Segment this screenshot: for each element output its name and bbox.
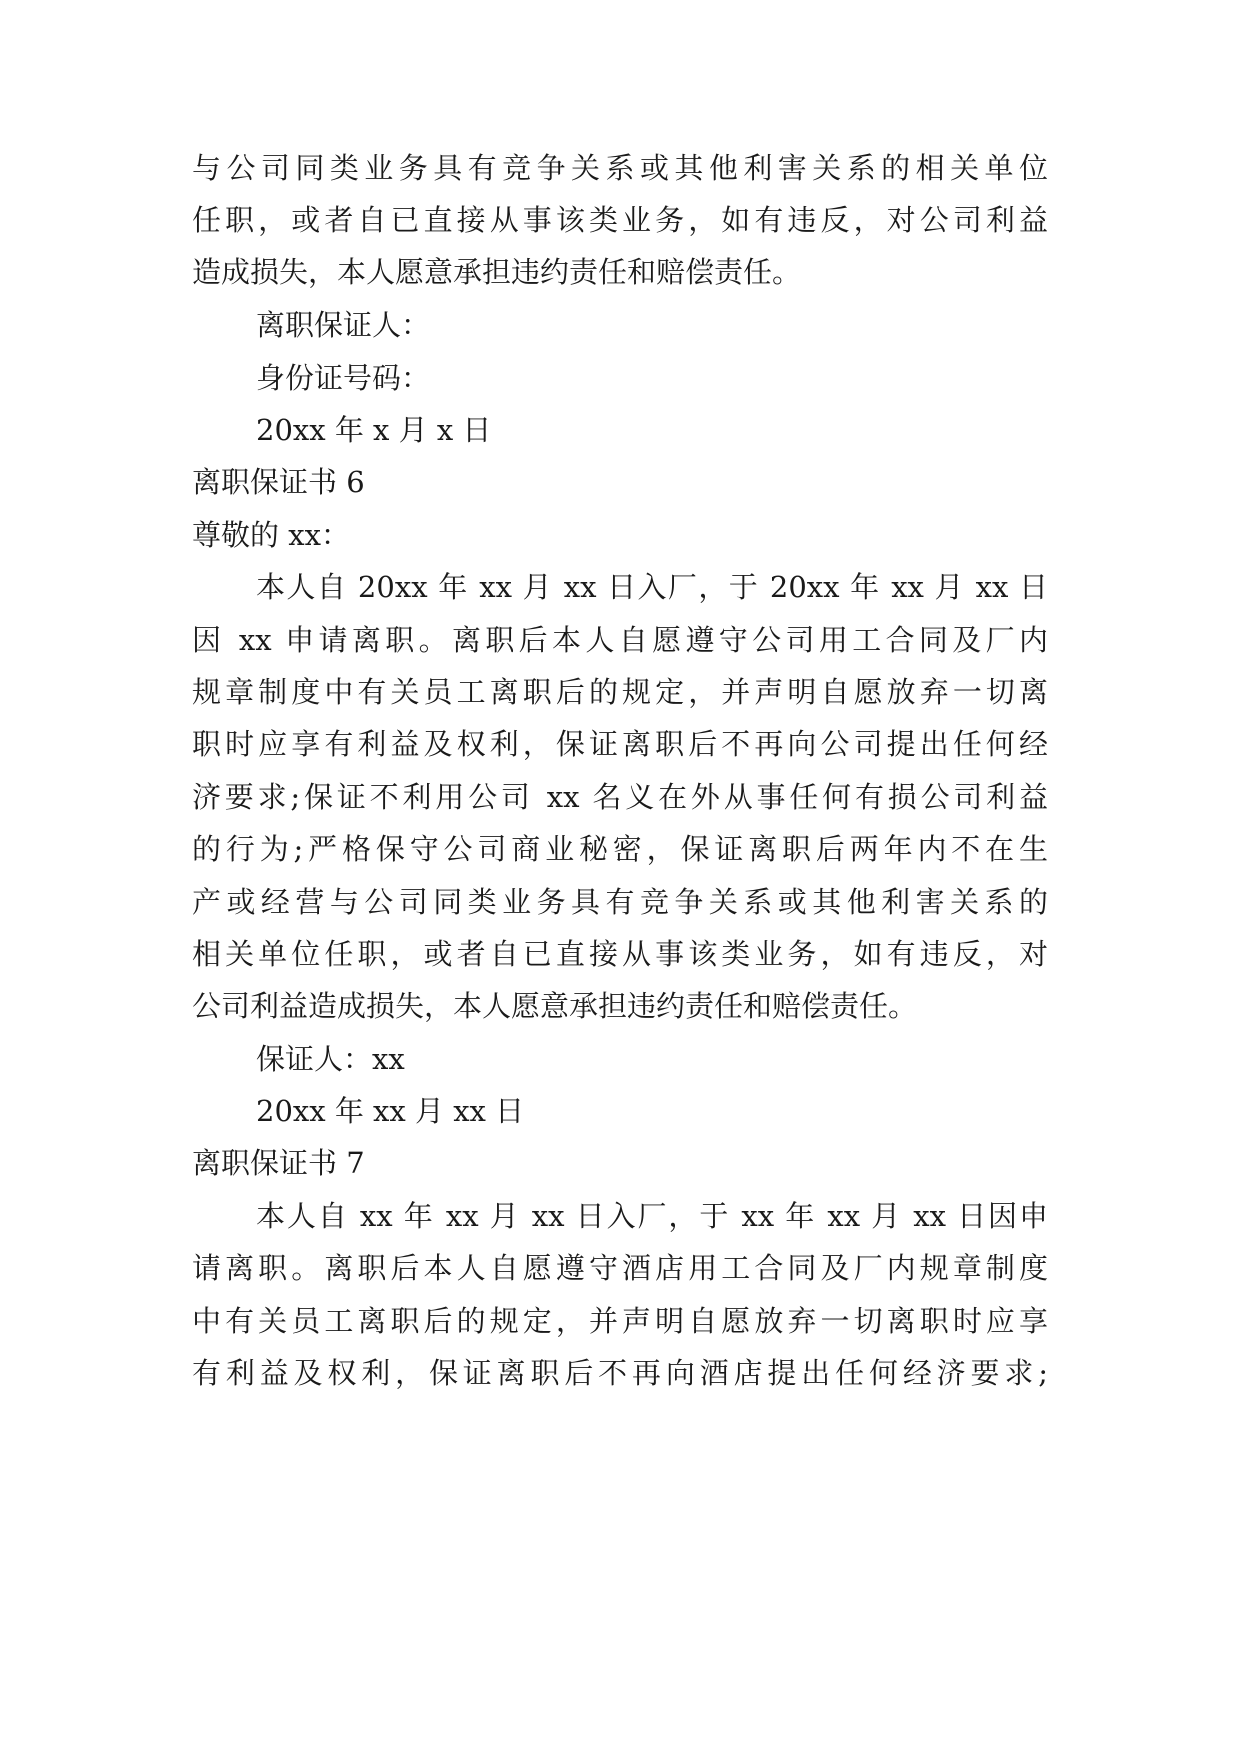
paragraph-line: 中有关员工离职后的规定，并声明自愿放弃一切离职时应享 [192, 1304, 1048, 1338]
salutation: 尊敬的 xx： [192, 518, 350, 552]
paragraph-line: 任职，或者自已直接从事该类业务，如有违反，对公司利益 [192, 203, 1048, 237]
paragraph-line: 相关单位任职，或者自已直接从事该类业务，如有违反，对 [192, 937, 1048, 971]
paragraph-line: 职时应享有利益及权利，保证离职后不再向公司提出任何经 [192, 727, 1048, 761]
paragraph-line: 济要求;保证不利用公司 xx 名义在外从事任何有损公司利益 [192, 780, 1048, 814]
paragraph-line: 与公司同类业务具有竞争关系或其他利害关系的相关单位 [192, 151, 1048, 185]
paragraph-line: 造成损失，本人愿意承担违约责任和赔偿责任。 [192, 255, 802, 289]
guarantor-label: 离职保证人： [256, 308, 431, 342]
date-line: 20xx 年 xx 月 xx 日 [256, 1094, 525, 1128]
paragraph-line: 本人自 xx 年 xx 月 xx 日入厂，于 xx 年 xx 月 xx 日因申 [256, 1199, 1048, 1233]
paragraph-line: 公司利益造成损失，本人愿意承担违约责任和赔偿责任。 [192, 989, 918, 1023]
section-heading: 离职保证书 7 [192, 1146, 365, 1180]
paragraph-line: 有利益及权利，保证离职后不再向酒店提出任何经济要求; [192, 1356, 1048, 1390]
paragraph-line: 的行为;严格保守公司商业秘密，保证离职后两年内不在生 [192, 832, 1048, 866]
id-number-label: 身份证号码： [256, 361, 431, 395]
paragraph-line: 本人自 20xx 年 xx 月 xx 日入厂，于 20xx 年 xx 月 xx 日 [256, 570, 1048, 604]
section-heading: 离职保证书 6 [192, 465, 365, 499]
paragraph-line: 规章制度中有关员工离职后的规定，并声明自愿放弃一切离 [192, 675, 1048, 709]
date-line: 20xx 年 x 月 x 日 [256, 413, 492, 447]
paragraph-line: 产或经营与公司同类业务具有竞争关系或其他利害关系的 [192, 885, 1048, 919]
paragraph-line: 请离职。离职后本人自愿遵守酒店用工合同及厂内规章制度 [192, 1251, 1048, 1285]
paragraph-line: 因 xx 申请离职。离职后本人自愿遵守公司用工合同及厂内 [192, 623, 1048, 657]
guarantor-signature: 保证人：xx [256, 1042, 405, 1076]
